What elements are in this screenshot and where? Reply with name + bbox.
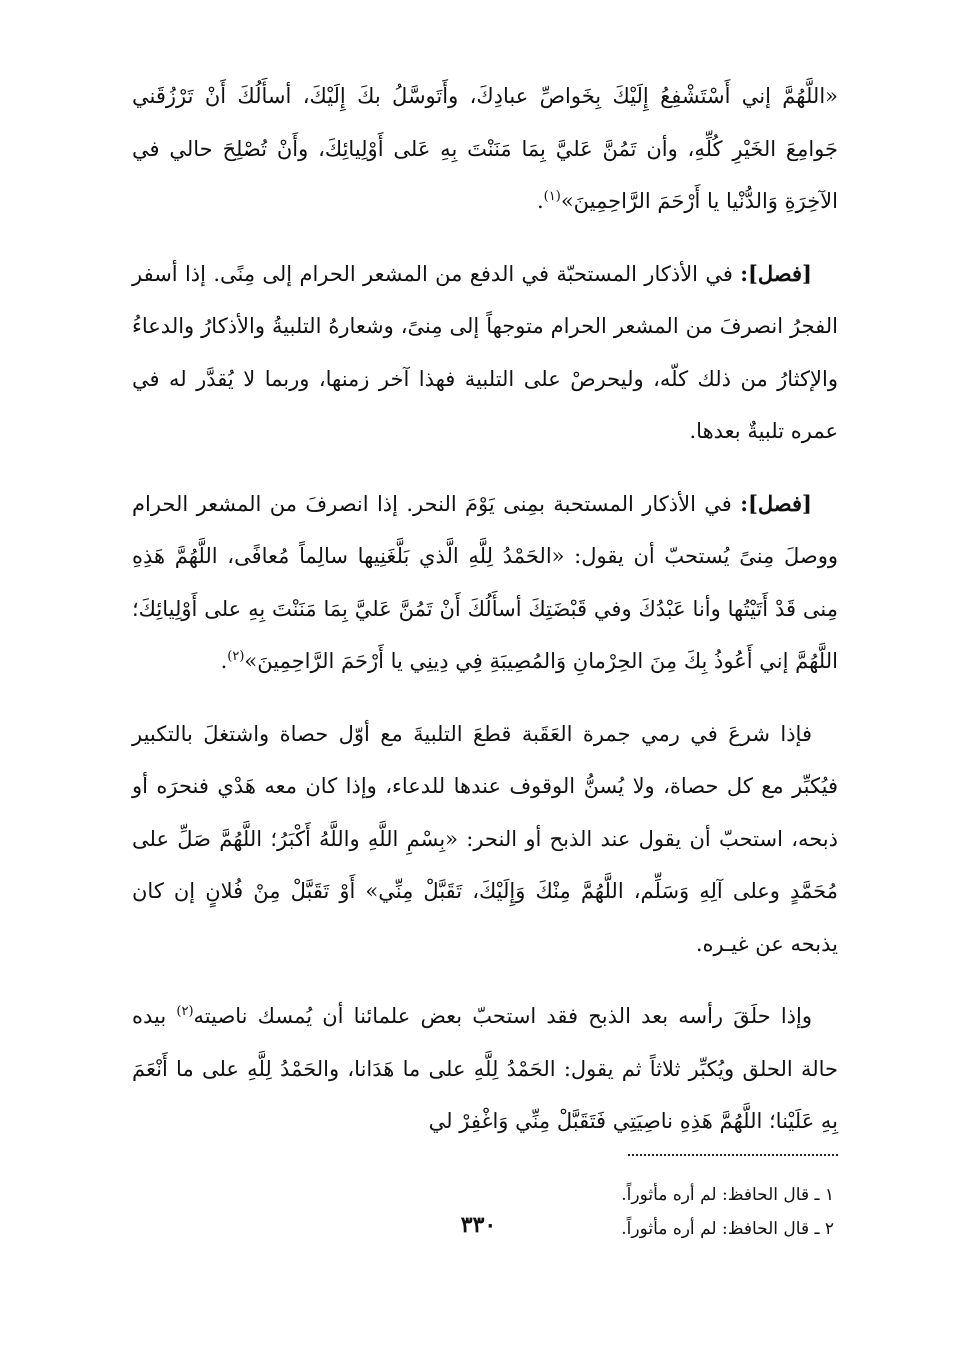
paragraph-3-tail: .	[220, 649, 228, 673]
footnote-ref-3[interactable]: (٢)	[176, 1004, 194, 1019]
footnote-1: ١ ـ قال الحافظ: لم أره مأثوراً.	[621, 1184, 834, 1205]
paragraph-5-text: وإذا حلَقَ رأسه بعد الذبح فقد استحبّ بعض علمائنا أن يُمسك ناصيته	[193, 1004, 812, 1028]
page-number: ٣٣٠	[460, 1212, 497, 1238]
paragraph-4	[132, 708, 838, 971]
paragraph-1	[132, 70, 838, 228]
paragraph-2-text: في الأذكار المستحبّة في الدفع من المشعر الحرام إلى مِنًى. إذا أسفر الفجرُ انصرفَ من المشعر الحرام متوجهاً إلى مِنىً، وشعارهُ التلبيةُ والأذكارُ والدعاءُ والإكثارُ من ذلك كلّه، وليحرصْ على التلبية فهذا آخر زمنها، وربما لا يُقدَّر له في عمره تلبيةٌ بعدها.	[132, 261, 838, 443]
section-label-fasl: [فصل]:	[740, 490, 812, 516]
section-label-fasl: [فصل]:	[740, 260, 812, 286]
paragraph-4-text: فإذا شرعَ في رمي جمرة العَقَبة قطعَ التلبيةَ مع أوّل حصاة واشتغلَ بالتكبير فيُكبِّر مع كل حصاة، ولا يُسنُّ الوقوف عندها للدعاء، وإذا كان معه هَدْي فنحرَه أو ذبحه، استحبّ أن يقول عند الذبح أو النحر: «بِسْمِ اللَّهِ واللَّهُ أَكْبَرُ؛ اللَّهُمَّ صَلِّ على مُحَمَّدٍ وعلى آلِهِ وَسَلِّم، اللَّهُمَّ مِنْكَ وَإِلَيْكَ، تَقَبَّلْ مِنِّي» أَوْ تَقَبَّلْ مِنْ فُلانٍ إن كان يذبحه عن غيـره.	[132, 721, 838, 956]
footnote-ref-1[interactable]: (١)	[543, 189, 561, 204]
paragraph-3-text: في الأذكار المستحبة بمِنى يَوْمَ النحر. إذا انصرفَ من المشعر الحرام ووصلَ مِنىً يُستحبّ أن يقول: «الحَمْدُ لِلَّهِ الَّذي بَلَّغَنِيها سالِماً مُعافًى، اللَّهُمَّ هَذِهِ مِنى قَدْ أَتَيْتُها وأنا عَبْدُكَ وفي قَبْضَتِكَ أسأَلُكَ أَنْ تَمُنَّ عَليَّ بِمَا مَنَنْتَ بِهِ على أَوْلِيائِكَ؛ اللَّهُمَّ إني أَعُوذُ بِكَ مِنَ الحِرْمانِ وَالمُصِيبَةِ فِي دِينِي يا أَرْحَمَ الرَّاحِمِينَ»	[132, 491, 838, 673]
paragraph-2	[132, 248, 838, 458]
footnote-2: ٢ ـ قال الحافظ: لم أره مأثوراً.	[621, 1218, 834, 1239]
paragraph-5	[132, 990, 838, 1148]
paragraph-5-tail: بيده حالة الحلق ويُكبِّر ثلاثاً ثم يقول: الحَمْدُ لِلَّهِ على ما هَدَانا، والحَمْدُ لِلَّهِ على ما أَنْعَمَ بِهِ عَلَيْنا؛ اللَّهُمَّ هَذِهِ ناصِيَتِي فَتَقَبَّلْ مِنِّي وَاغْفِرْ لي	[132, 1004, 838, 1133]
paragraph-1-tail: .	[536, 189, 544, 213]
footnote-separator	[628, 1154, 838, 1156]
page-body	[132, 70, 838, 1246]
paragraph-1-text: «اللَّهُمَّ إني أَسْتَشْفِعُ إِلَيْكَ بِخَواصِّ عبادِكَ، وأَتَوسَّلُ بكَ إِلَيْكَ، أسأَلُكَ أَنْ تَرْزُقَني جَوامِعَ الخَيْرِ كُلِّهِ، وأن تَمُنَّ عَليَّ بِمَا مَنَنْتَ بِهِ عَلى أَوْلِيائِكَ، وأَنْ تُصْلِحَ حالي في الآخِرَةِ وَالدُّنْيا يا أَرْحَمَ الرَّاحِمِينَ»	[132, 84, 838, 213]
paragraph-3	[132, 478, 838, 688]
footnote-ref-2[interactable]: (٢)	[227, 649, 245, 664]
